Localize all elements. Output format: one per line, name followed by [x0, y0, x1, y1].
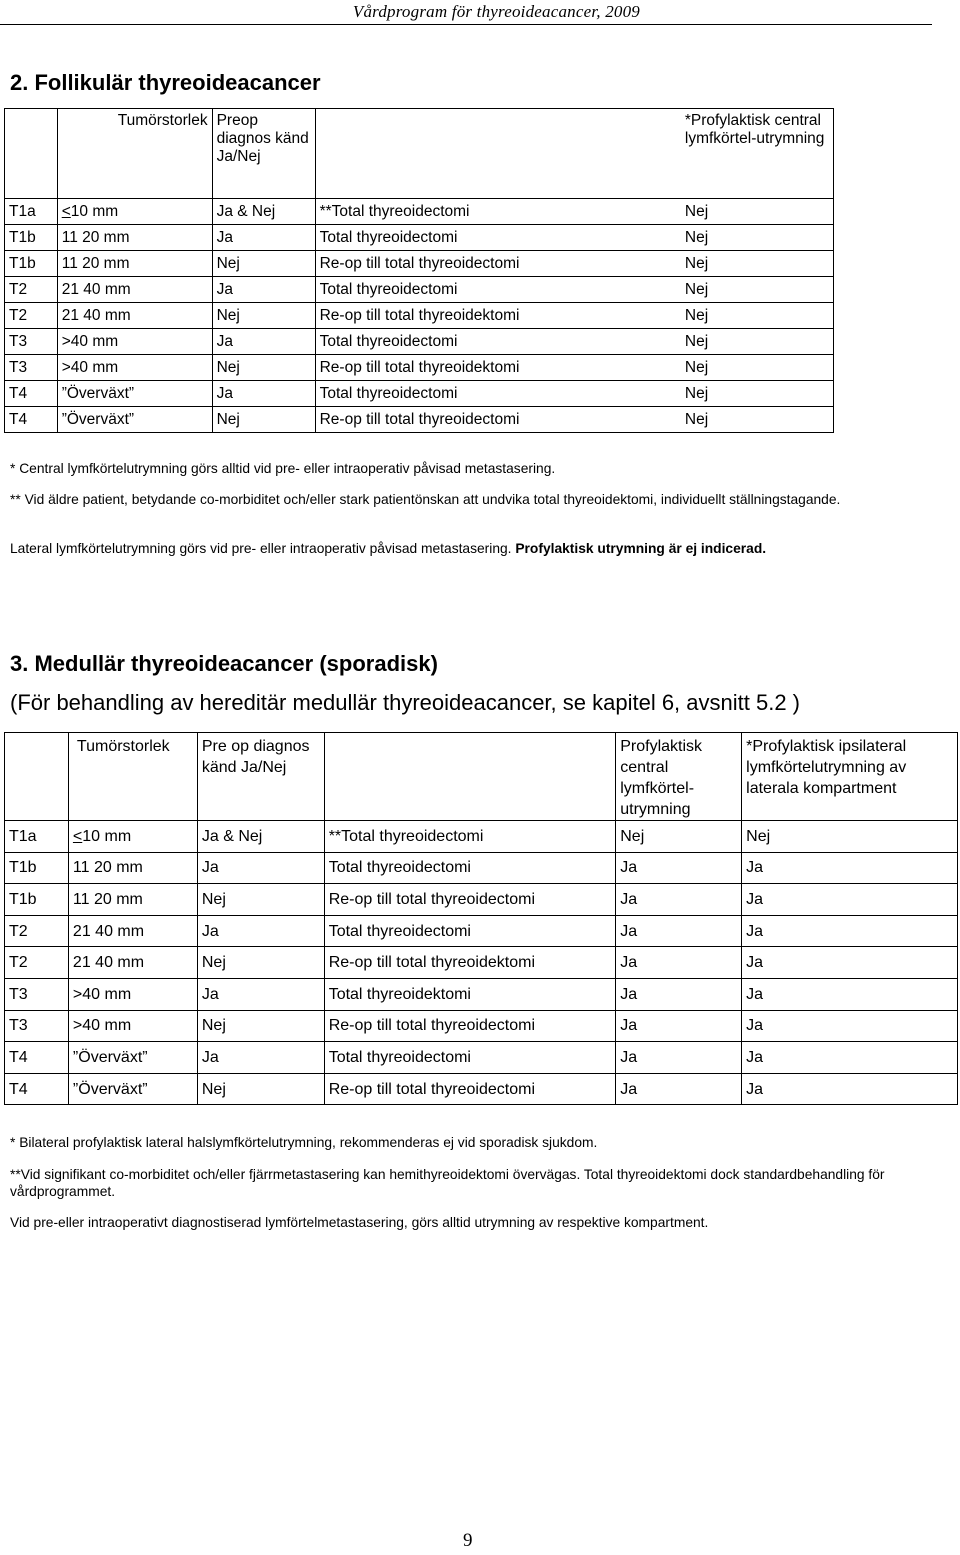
- table-cell: ”Överväxt”: [57, 381, 212, 407]
- table-cell: Nej: [681, 329, 834, 355]
- table-cell: ”Överväxt”: [57, 407, 212, 433]
- table-cell: T1a: [5, 199, 58, 225]
- table-row: [5, 355, 834, 381]
- header-cell: Pre op diagnos känd Ja/Nej: [197, 733, 324, 821]
- table-cell: ”Överväxt”: [68, 1073, 197, 1105]
- table-cell: >40 mm: [68, 978, 197, 1010]
- table-cell: Total thyreoidectomi: [324, 1042, 616, 1074]
- table-cell: Ja: [197, 915, 324, 947]
- table-cell: Ja: [212, 277, 315, 303]
- table-cell: 11 20 mm: [57, 251, 212, 277]
- table-cell: T3: [5, 329, 58, 355]
- table-cell: >40 mm: [57, 355, 212, 381]
- table-cell: T3: [5, 1010, 69, 1042]
- table-cell: T2: [5, 947, 69, 979]
- table-row: [5, 407, 834, 433]
- table-cell: T3: [5, 978, 69, 1010]
- header-cell: Preop diagnos känd Ja/Nej: [212, 109, 315, 199]
- table-row: [5, 884, 958, 916]
- table-row: [5, 1042, 958, 1074]
- table-cell: Ja: [742, 915, 958, 947]
- table-cell: 11 20 mm: [57, 225, 212, 251]
- table-cell: Nej: [681, 381, 834, 407]
- header-cell: [315, 109, 681, 199]
- table-cell: **Total thyreoidectomi: [324, 821, 616, 853]
- table-row: [5, 947, 958, 979]
- table-cell: Total thyreoidectomi: [315, 277, 681, 303]
- table-cell: T2: [5, 915, 69, 947]
- table-cell: 21 40 mm: [57, 277, 212, 303]
- header-cell: Tumörstorlek: [68, 733, 197, 821]
- footnote: **Vid signifikant co-morbiditet och/eller fjärrmetastasering kan hemithyreoidektomi övervägas. Total thyreoidektomi dock standardbehandling för vårdprogrammet.: [10, 1167, 885, 1199]
- table-cell: 21 40 mm: [57, 303, 212, 329]
- footnote: [10, 540, 910, 557]
- table-cell: Total thyreoidectomi: [315, 225, 681, 251]
- table-cell: Ja & Nej: [197, 821, 324, 853]
- table-cell: Re-op till total thyreoidektomi: [315, 303, 681, 329]
- header-cell: [5, 733, 69, 821]
- table-cell: Nej: [212, 251, 315, 277]
- table-cell: Re-op till total thyreoidectomi: [324, 1010, 616, 1042]
- header-rule: [0, 24, 932, 25]
- table-cell: Re-op till total thyreoidectomi: [324, 1073, 616, 1105]
- footnote: * Bilateral profylaktisk lateral halslymfkörtelutrymning, rekommenderas ej vid sporadisk sjukdom.: [10, 1135, 598, 1150]
- table-cell: T1a: [5, 821, 69, 853]
- footnote: Vid pre-eller intraoperativt diagnostiserad lymförtelmetastasering, görs alltid utrymning av respektive kompartment.: [10, 1215, 709, 1230]
- table-row: [5, 1073, 958, 1105]
- table-cell: Re-op till total thyreoidektomi: [315, 355, 681, 381]
- table-cell: T1b: [5, 852, 69, 884]
- table-cell: Nej: [616, 821, 742, 853]
- table-header-row: [5, 733, 958, 821]
- table-cell: Nej: [681, 407, 834, 433]
- table-cell: Nej: [681, 225, 834, 251]
- table-cell: Nej: [212, 355, 315, 381]
- table-row: [5, 303, 834, 329]
- table-cell: Total thyreoidectomi: [324, 915, 616, 947]
- table-cell: Ja: [616, 1073, 742, 1105]
- table-cell: Nej: [681, 251, 834, 277]
- table-cell: <10 mm: [57, 199, 212, 225]
- table-cell: 11 20 mm: [68, 884, 197, 916]
- table-cell: Ja & Nej: [212, 199, 315, 225]
- table-cell: Ja: [742, 978, 958, 1010]
- table-cell: T2: [5, 277, 58, 303]
- table-cell: Ja: [742, 884, 958, 916]
- table-cell: Re-op till total thyreoidectomi: [315, 251, 681, 277]
- table-cell: T1b: [5, 225, 58, 251]
- header-cell: Profylaktisk central lymfkörtel-utrymning: [616, 733, 742, 821]
- table-cell: Re-op till total thyreoidectomi: [315, 407, 681, 433]
- table-cell: Total thyreoidektomi: [324, 978, 616, 1010]
- table-cell: 21 40 mm: [68, 947, 197, 979]
- table-cell: Ja: [616, 884, 742, 916]
- table-row: [5, 277, 834, 303]
- table-cell: >40 mm: [68, 1010, 197, 1042]
- footnote: ** Vid äldre patient, betydande co-morbiditet och/eller stark patientönskan att undvika total thyreoidektomi, individuellt ställningstagande.: [10, 492, 841, 507]
- table-cell: ”Överväxt”: [68, 1042, 197, 1074]
- less-than-sign: <: [72, 827, 83, 845]
- table-cell: >40 mm: [57, 329, 212, 355]
- table-cell: Ja: [616, 915, 742, 947]
- table-cell: T1b: [5, 251, 58, 277]
- footnote-bold: Profylaktisk utrymning är ej indicerad.: [515, 541, 767, 556]
- table-cell: Nej: [212, 303, 315, 329]
- table-cell: <10 mm: [68, 821, 197, 853]
- table-row: [5, 821, 958, 853]
- table-cell: Re-op till total thyreoidektomi: [324, 947, 616, 979]
- less-than-sign: <: [61, 202, 71, 220]
- table-cell: Ja: [742, 947, 958, 979]
- footnote-text: Lateral lymfkörtelutrymning görs vid pre- eller intraoperativ påvisad metastasering.: [10, 541, 512, 556]
- table-cell: Nej: [681, 277, 834, 303]
- table-cell: Ja: [616, 1010, 742, 1042]
- table-cell: Total thyreoidectomi: [315, 329, 681, 355]
- section2-title: 2. Follikulär thyreoideacancer: [10, 70, 321, 95]
- table-cell: Ja: [616, 947, 742, 979]
- table-cell: Ja: [197, 978, 324, 1010]
- table-cell: Nej: [197, 1010, 324, 1042]
- table-cell: 21 40 mm: [68, 915, 197, 947]
- table-row: [5, 915, 958, 947]
- table-cell: Nej: [681, 355, 834, 381]
- table-cell: T4: [5, 1042, 69, 1074]
- header-cell: [5, 109, 58, 199]
- table-cell: T3: [5, 355, 58, 381]
- header-cell: Tumörstorlek: [57, 109, 212, 199]
- table-cell: Ja: [212, 381, 315, 407]
- table-cell: Ja: [212, 225, 315, 251]
- table-cell: **Total thyreoidectomi: [315, 199, 681, 225]
- table-row: [5, 978, 958, 1010]
- table-cell: T1b: [5, 884, 69, 916]
- table-cell: Nej: [197, 884, 324, 916]
- table-cell: T4: [5, 1073, 69, 1105]
- table-cell: Ja: [616, 978, 742, 1010]
- running-header: Vårdprogram för thyreoideacancer, 2009: [352, 2, 640, 21]
- table-cell: Total thyreoidectomi: [315, 381, 681, 407]
- table-cell: T4: [5, 407, 58, 433]
- page-number: 9: [463, 1530, 473, 1551]
- medullary-table: [4, 732, 958, 1105]
- table-cell: T2: [5, 303, 58, 329]
- follicular-table: [4, 108, 834, 433]
- table-cell: Ja: [742, 1010, 958, 1042]
- table-row: [5, 852, 958, 884]
- table-row: [5, 199, 834, 225]
- table-cell: T4: [5, 381, 58, 407]
- table-cell: Nej: [212, 407, 315, 433]
- header-cell: *Profylaktisk ipsilateral lymfkörtelutrymning av laterala kompartment: [742, 733, 958, 821]
- table-row: [5, 1010, 958, 1042]
- table-cell: Nej: [681, 303, 834, 329]
- table-cell: Ja: [616, 1042, 742, 1074]
- table-cell: Ja: [616, 852, 742, 884]
- table-cell: Ja: [742, 852, 958, 884]
- table-cell: Total thyreoidectomi: [324, 852, 616, 884]
- table-header-row: [5, 109, 834, 199]
- table-cell: Ja: [742, 1042, 958, 1074]
- table-cell: Nej: [197, 947, 324, 979]
- section3-title: 3. Medullär thyreoideacancer (sporadisk): [10, 651, 438, 676]
- table-cell: Ja: [742, 1073, 958, 1105]
- table-cell: Ja: [197, 1042, 324, 1074]
- section3-subtitle: (För behandling av hereditär medullär thyreoideacancer, se kapitel 6, avsnitt 5.2 ): [10, 690, 800, 715]
- table-cell: 11 20 mm: [68, 852, 197, 884]
- footnote: * Central lymfkörtelutrymning görs alltid vid pre- eller intraoperativ påvisad metastasering.: [10, 461, 556, 476]
- table-row: [5, 329, 834, 355]
- table-cell: Nej: [681, 199, 834, 225]
- table-cell: Nej: [197, 1073, 324, 1105]
- table-row: [5, 381, 834, 407]
- table-row: [5, 251, 834, 277]
- table-cell: Ja: [212, 329, 315, 355]
- table-cell: Ja: [197, 852, 324, 884]
- table-row: [5, 225, 834, 251]
- header-cell: [324, 733, 616, 821]
- header-cell: *Profylaktisk central lymfkörtel-utrymning: [681, 109, 834, 199]
- table-cell: Re-op till total thyreoidectomi: [324, 884, 616, 916]
- table-cell: Nej: [742, 821, 958, 853]
